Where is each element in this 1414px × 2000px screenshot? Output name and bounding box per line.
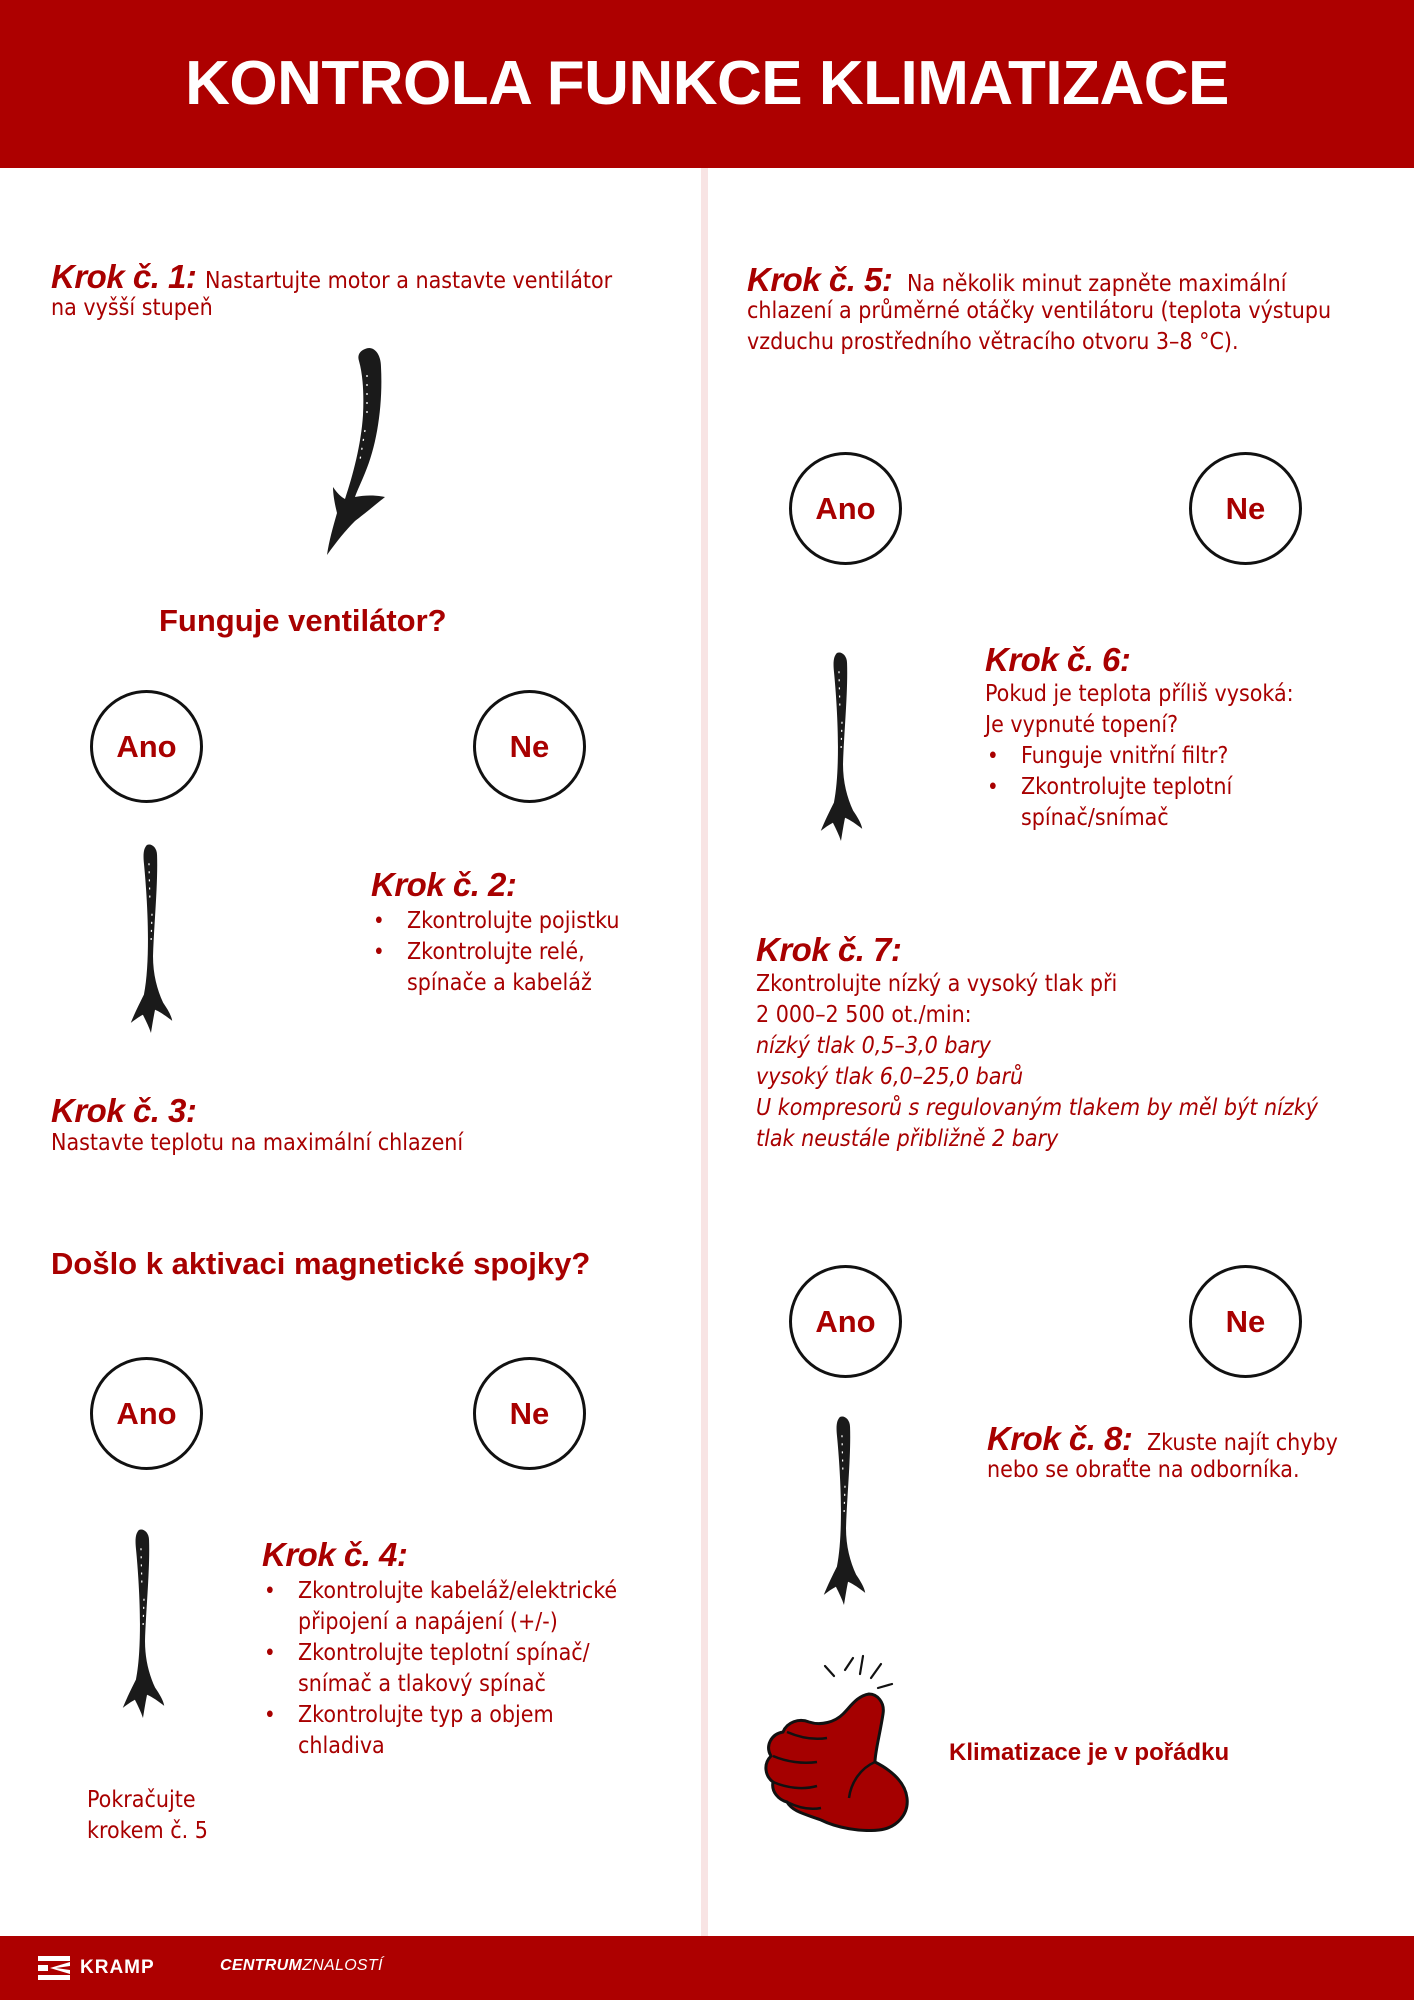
continue-line1: Pokračujte — [87, 1787, 196, 1813]
kramp-logo-icon — [38, 1956, 70, 1980]
header-bar — [0, 0, 1414, 168]
kramp-logo — [38, 1956, 155, 1980]
step7-note-line1: U kompresorů s regulovaným tlakem by měl být nízký — [756, 1095, 1318, 1121]
answer-yes-fan[interactable] — [90, 690, 203, 803]
centrum-znalosti-logo — [220, 1957, 383, 1975]
answer-yes-label: Ano — [815, 490, 876, 526]
step8-label: Krok č. 8: — [987, 1420, 1133, 1457]
step6-line2: Je vypnuté topení? — [985, 712, 1179, 738]
step4-label: Krok č. 4: — [262, 1536, 408, 1573]
step8-text-line2: nebo se obraťte na odborníka. — [987, 1457, 1300, 1483]
step6-block — [985, 641, 1395, 834]
step7-block — [756, 931, 1406, 1155]
step5-text-line1: Na několik minut zapněte maximální — [906, 271, 1287, 297]
step6-label: Krok č. 6: — [985, 641, 1131, 678]
centrum-rest: ZNALOSTÍ — [302, 1957, 383, 1974]
step6-bullet: • Funguje vnitřní filtr? — [985, 741, 1395, 772]
step5-label: Krok č. 5: — [747, 261, 893, 298]
answer-no-step5[interactable] — [1189, 452, 1302, 565]
answer-no-fan[interactable] — [473, 690, 586, 803]
answer-no-label: Ne — [1225, 1303, 1266, 1339]
step4-bullet: • Zkontrolujte typ a objem chladiva — [262, 1700, 582, 1762]
step7-note-line2: tlak neustále přibližně 2 bary — [756, 1126, 1059, 1152]
arrow-down-icon — [816, 651, 868, 843]
step2-block — [371, 866, 691, 999]
step1-text-line1: Nastartujte motor a nastavte ventilátor — [204, 268, 613, 294]
answer-yes-step7[interactable] — [789, 1265, 902, 1378]
step2-label: Krok č. 2: — [371, 866, 517, 903]
step4-bullet: • Zkontrolujte kabeláž/elektrické připojení a napájení (+/-) — [262, 1576, 662, 1638]
answer-no-label: Ne — [509, 728, 550, 764]
answer-yes-clutch[interactable] — [90, 1357, 203, 1470]
step2-bullet: • Zkontrolujte relé, spínače a kabeláž — [371, 937, 631, 999]
arrow-down-icon — [118, 1528, 170, 1720]
centrum-bold: CENTRUM — [220, 1957, 303, 1974]
step7-label: Krok č. 7: — [756, 931, 902, 968]
step6-line1: Pokud je teplota příliš vysoká: — [985, 681, 1294, 707]
step5-block — [747, 261, 1397, 358]
column-divider — [701, 168, 708, 1936]
step8-text-line1: Zkuste najít chyby — [1146, 1430, 1338, 1456]
kramp-logo-text: KRAMP — [80, 1957, 155, 1978]
step7-high-pressure: vysoký tlak 6,0–25,0 barů — [756, 1064, 1024, 1090]
answer-yes-step5[interactable] — [789, 452, 902, 565]
question-fan-works: Funguje ventilátor? — [159, 603, 447, 638]
step7-low-pressure: nízký tlak 0,5–3,0 bary — [756, 1033, 991, 1059]
step6-bullet: • Zkontrolujte teplotní spínač/snímač — [985, 772, 1245, 834]
step4-block — [262, 1536, 682, 1762]
step4-bullet: • Zkontrolujte teplotní spínač/ snímač a tlakový spínač — [262, 1638, 642, 1700]
answer-no-label: Ne — [509, 1395, 550, 1431]
step1-text-line2: na vyšší stupeň — [51, 295, 213, 321]
arrow-down-icon — [126, 843, 178, 1035]
step5-text-line2: chlazení a průměrné otáčky ventilátoru (teplota výstupu — [747, 298, 1332, 324]
page-title: KONTROLA FUNKCE KLIMATIZACE — [185, 49, 1229, 118]
question-clutch-activated: Došlo k aktivaci magnetické spojky? — [51, 1246, 591, 1281]
step3-text: Nastavte teplotu na maximální chlazení — [51, 1130, 464, 1156]
step3-label: Krok č. 3: — [51, 1092, 197, 1129]
answer-yes-label: Ano — [116, 1395, 177, 1431]
footer-bar — [0, 1936, 1414, 2000]
answer-no-step7[interactable] — [1189, 1265, 1302, 1378]
answer-yes-label: Ano — [815, 1303, 876, 1339]
step2-bullet: • Zkontrolujte pojistku — [371, 906, 691, 937]
answer-yes-label: Ano — [116, 728, 177, 764]
step1-block — [51, 258, 671, 324]
continue-line2: krokem č. 5 — [87, 1818, 208, 1844]
result-ac-ok: Klimatizace je v pořádku — [949, 1739, 1230, 1766]
continue-note — [87, 1785, 208, 1847]
arrow-curved-icon — [315, 345, 395, 560]
arrow-down-icon — [819, 1415, 871, 1607]
step7-line2: 2 000–2 500 ot./min: — [756, 1002, 972, 1028]
answer-no-clutch[interactable] — [473, 1357, 586, 1470]
step7-line1: Zkontrolujte nízký a vysoký tlak při — [756, 971, 1118, 997]
thumbs-up-icon — [757, 1652, 917, 1832]
step5-text-line3: vzduchu prostředního větracího otvoru 3–8 °C). — [747, 329, 1239, 355]
answer-no-label: Ne — [1225, 490, 1266, 526]
step8-block — [987, 1420, 1397, 1486]
step1-label: Krok č. 1: — [51, 258, 197, 295]
step3-block — [51, 1092, 671, 1159]
